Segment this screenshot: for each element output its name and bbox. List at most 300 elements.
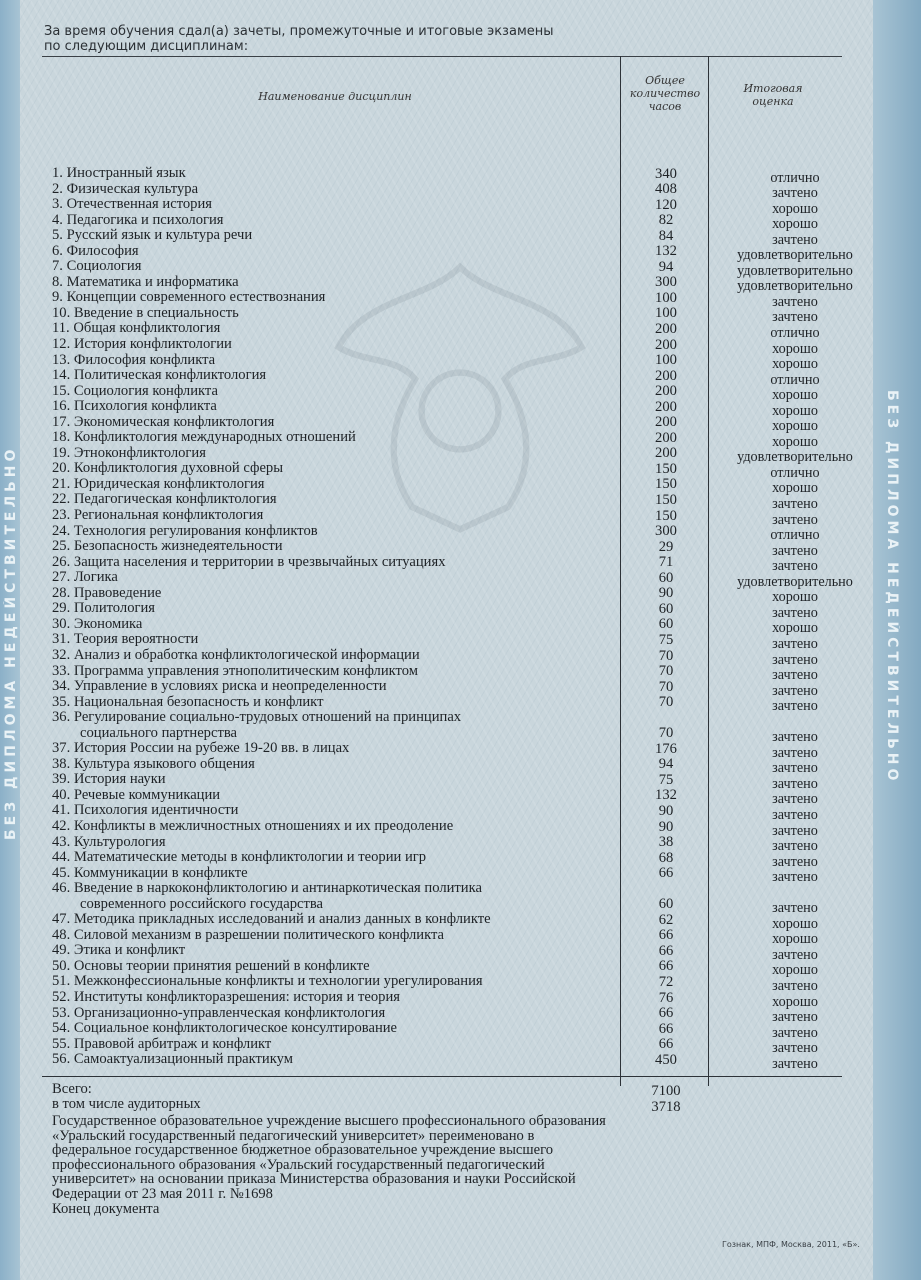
discipline-grade: хорошо xyxy=(772,931,818,948)
discipline-name-text: 39. История науки xyxy=(52,771,166,788)
table-row xyxy=(0,600,921,621)
discipline-name-text: 30. Экономика xyxy=(52,615,143,632)
discipline-name xyxy=(52,244,627,259)
discipline-hours: 60 xyxy=(658,896,674,913)
discipline-name-text: 48. Силовой механизм в разрешении политического конфликта xyxy=(52,926,445,943)
discipline-hours: 70 xyxy=(658,647,674,664)
discipline-grade: хорошо xyxy=(772,993,818,1010)
discipline-name-text: 1. Иностранный язык xyxy=(52,165,186,181)
table-row xyxy=(0,538,921,559)
discipline-name xyxy=(52,1021,627,1036)
discipline-name-text: 37. История России на рубеже 19-20 вв. в лицах xyxy=(52,740,350,757)
discipline-hours: 70 xyxy=(658,663,674,680)
discipline-name-text: 12. История конфликтологии xyxy=(52,336,232,353)
discipline-hours: 68 xyxy=(658,849,674,866)
discipline-name-text: 49. Этика и конфликт xyxy=(52,942,186,959)
printer-imprint: Гознак, МПФ, Москва, 2011, «Б». xyxy=(722,1240,860,1249)
discipline-hours: 200 xyxy=(655,414,677,431)
discipline-name xyxy=(52,321,627,336)
discipline-name xyxy=(52,430,627,445)
discipline-hours: 60 xyxy=(658,616,674,633)
discipline-grade: зачтено xyxy=(772,977,818,994)
discipline-name xyxy=(52,788,627,803)
discipline-name-text: 45. Коммуникации в конфликте xyxy=(52,864,248,881)
total-label: Всего: xyxy=(52,1081,92,1097)
totals-rule xyxy=(42,1076,842,1077)
discipline-name-text: 35. Национальная безопасность и конфликт xyxy=(52,693,324,710)
discipline-name xyxy=(52,399,627,414)
discipline-name xyxy=(52,648,627,663)
table-row xyxy=(0,413,921,435)
discipline-name xyxy=(52,353,627,368)
table-row xyxy=(0,553,921,575)
discipline-grade: хорошо xyxy=(772,200,818,217)
table-row xyxy=(0,988,921,1010)
table-row xyxy=(0,817,921,839)
discipline-grade: хорошо xyxy=(772,402,818,419)
discipline-hours: 132 xyxy=(655,787,677,804)
discipline-grade: хорошо xyxy=(772,433,818,450)
discipline-grade: зачтено xyxy=(772,744,818,761)
column-header-hours-line-1: Общее xyxy=(645,74,685,87)
column-header-hours-line-3: часов xyxy=(648,100,682,113)
discipline-name xyxy=(52,166,627,181)
discipline-hours: 66 xyxy=(658,1020,674,1037)
table-row xyxy=(0,367,921,388)
discipline-name xyxy=(52,959,627,974)
discipline-name xyxy=(52,803,627,818)
discipline-grade: зачтено xyxy=(772,775,818,792)
discipline-grade: отлично xyxy=(770,169,820,186)
discipline-name xyxy=(52,461,627,476)
table-row xyxy=(0,833,921,855)
discipline-name xyxy=(52,695,627,710)
discipline-grade: хорошо xyxy=(772,480,818,497)
discipline-grade: зачтено xyxy=(772,1040,818,1057)
discipline-hours: 94 xyxy=(658,258,674,275)
table-row xyxy=(0,351,921,373)
table-row xyxy=(0,755,921,777)
discipline-name xyxy=(52,974,627,989)
discipline-grade: хорошо xyxy=(772,418,818,435)
discipline-hours: 90 xyxy=(658,585,674,602)
discipline-name xyxy=(52,492,627,507)
discipline-name-text: 9. Концепции современного естествознания xyxy=(52,289,326,306)
discipline-name xyxy=(52,306,627,321)
discipline-hours: 132 xyxy=(655,243,677,260)
discipline-hours: 66 xyxy=(658,942,674,959)
table-row xyxy=(0,740,921,761)
discipline-name-text: 46. Введение в наркоконфликтологию и антинаркотическая политика xyxy=(52,880,482,897)
discipline-hours: 62 xyxy=(658,911,674,928)
discipline-name xyxy=(52,866,627,881)
discipline-hours: 200 xyxy=(655,321,677,338)
table-row xyxy=(0,926,921,948)
discipline-name-text: 32. Анализ и обработка конфликтологической информации xyxy=(52,646,420,663)
discipline-name-text: 16. Психология конфликта xyxy=(52,398,217,415)
discipline-name-text: 11. Общая конфликтология xyxy=(52,320,221,337)
discipline-grade: зачтено xyxy=(772,293,818,310)
discipline-name xyxy=(52,555,627,570)
discipline-name xyxy=(52,710,627,741)
auditory-label: в том числе аудиторных xyxy=(52,1096,201,1112)
discipline-grade: зачтено xyxy=(772,651,818,668)
discipline-grade: зачтено xyxy=(772,791,818,808)
discipline-name-text: 40. Речевые коммуникации xyxy=(52,786,221,803)
table-row xyxy=(0,631,921,652)
discipline-name xyxy=(52,912,627,927)
discipline-hours: 300 xyxy=(655,274,677,291)
discipline-hours: 408 xyxy=(655,181,677,198)
discipline-hours: 70 xyxy=(658,678,674,695)
discipline-grade: зачтено xyxy=(772,806,818,823)
discipline-name-text: 22. Педагогическая конфликтология xyxy=(52,491,277,508)
discipline-name xyxy=(52,679,627,694)
discipline-name xyxy=(52,446,627,461)
discipline-name xyxy=(52,1052,627,1067)
discipline-hours: 29 xyxy=(658,538,674,555)
discipline-name-text: 7. Социология xyxy=(52,258,142,275)
discipline-hours: 70 xyxy=(658,725,674,742)
discipline-name xyxy=(52,524,627,539)
discipline-hours: 450 xyxy=(655,1051,677,1068)
table-row xyxy=(0,1051,921,1072)
rename-note xyxy=(52,1114,612,1216)
discipline-grade: зачтено xyxy=(772,1055,818,1072)
discipline-name-text: 6. Философия xyxy=(52,242,139,259)
table-row xyxy=(0,196,921,217)
discipline-name-text: 33. Программа управления этнополитическим конфликтом xyxy=(52,662,418,679)
table-row xyxy=(0,771,921,792)
discipline-grade: зачтено xyxy=(772,682,818,699)
table-row xyxy=(0,646,921,668)
table-row xyxy=(0,942,921,963)
discipline-name xyxy=(52,928,627,943)
discipline-name xyxy=(52,819,627,834)
table-row xyxy=(0,678,921,699)
discipline-name-text: 5. Русский язык и культура речи xyxy=(52,227,253,244)
totals-labels xyxy=(52,1082,201,1112)
discipline-name xyxy=(52,290,627,305)
end-of-document: Конец документа xyxy=(52,1200,160,1217)
discipline-name-text: 19. Этноконфликтология xyxy=(52,444,206,461)
table-row xyxy=(0,227,921,248)
discipline-name-text: 25. Безопасность жизнедеятельности xyxy=(52,538,283,555)
table-row xyxy=(0,475,921,497)
discipline-hours: 66 xyxy=(658,958,674,975)
discipline-grade: зачтено xyxy=(772,698,818,715)
table-row xyxy=(0,429,921,450)
table-row xyxy=(0,957,921,979)
discipline-name xyxy=(52,617,627,632)
discipline-hours: 200 xyxy=(655,398,677,415)
discipline-grade: зачтено xyxy=(772,838,818,855)
discipline-name xyxy=(52,757,627,772)
discipline-grade: удовлетворительно xyxy=(737,573,853,590)
discipline-name xyxy=(52,741,627,756)
discipline-grade: зачтено xyxy=(772,1024,818,1041)
discipline-name-text: 54. Социальное конфликтологическое консултирование xyxy=(52,1020,398,1037)
discipline-hours: 66 xyxy=(658,865,674,882)
discipline-name-text: 17. Экономическая конфликтология xyxy=(52,413,275,430)
discipline-name-text: 21. Юридическая конфликтология xyxy=(52,475,265,492)
table-row xyxy=(0,911,921,932)
discipline-name-text: 4. Педагогика и психология xyxy=(52,211,224,228)
discipline-grade: зачтено xyxy=(772,635,818,652)
discipline-name xyxy=(52,570,627,585)
table-row xyxy=(0,491,921,513)
discipline-hours: 150 xyxy=(655,460,677,477)
discipline-hours: 120 xyxy=(655,196,677,213)
table-row xyxy=(0,273,921,295)
discipline-hours: 150 xyxy=(655,476,677,493)
discipline-grade: зачтено xyxy=(772,309,818,326)
discipline-hours: 66 xyxy=(658,927,674,944)
discipline-name-text: 44. Математические методы в конфликтологии и теории игр xyxy=(52,849,427,866)
table-row xyxy=(0,615,921,637)
discipline-grade: удовлетворительно xyxy=(737,278,853,295)
discipline-hours: 84 xyxy=(658,227,674,244)
header-rule xyxy=(42,56,842,57)
table-row xyxy=(0,444,921,466)
header-line-2: по следующим дисциплинам: xyxy=(44,39,249,54)
table-row xyxy=(0,802,921,823)
discipline-hours: 200 xyxy=(655,367,677,384)
column-header-grade xyxy=(714,82,832,108)
table-row xyxy=(0,398,921,419)
table-row xyxy=(0,180,921,202)
discipline-hours: 70 xyxy=(658,694,674,711)
discipline-grade: удовлетворительно xyxy=(737,262,853,279)
table-row xyxy=(0,304,921,326)
discipline-hours: 66 xyxy=(658,1005,674,1022)
discipline-name xyxy=(52,228,627,243)
table-row xyxy=(0,973,921,994)
discipline-hours: 340 xyxy=(655,165,677,182)
discipline-name-text: 36. Регулирование социально-трудовых отношений на принципах xyxy=(52,709,462,726)
discipline-grade: отлично xyxy=(770,325,820,342)
discipline-name-text: 10. Введение в специальность xyxy=(52,304,239,321)
discipline-name-text: 26. Защита населения и территории в чрезвычайных ситуациях xyxy=(52,553,446,570)
discipline-grade: удовлетворительно xyxy=(737,449,853,466)
table-row xyxy=(0,569,921,590)
discipline-name-text: 29. Политология xyxy=(52,600,156,617)
header-line-1: За время обучения сдал(а) зачеты, промежуточные и итоговые экзамены xyxy=(44,24,554,39)
discipline-grade: хорошо xyxy=(772,387,818,404)
table-row xyxy=(0,662,921,684)
discipline-grade: зачтено xyxy=(772,946,818,963)
table-row xyxy=(0,522,921,544)
discipline-hours: 150 xyxy=(655,492,677,509)
discipline-grade: зачтено xyxy=(772,496,818,513)
discipline-name xyxy=(52,1037,627,1052)
discipline-hours: 150 xyxy=(655,507,677,524)
auditory-value: 3718 xyxy=(651,1099,681,1115)
discipline-name xyxy=(52,337,627,352)
discipline-name xyxy=(52,850,627,865)
discipline-grade: зачтено xyxy=(772,1009,818,1026)
table-row xyxy=(0,242,921,264)
discipline-hours: 200 xyxy=(655,336,677,353)
discipline-hours: 100 xyxy=(655,352,677,369)
discipline-grade: хорошо xyxy=(772,589,818,606)
discipline-name xyxy=(52,601,627,616)
discipline-name-text: 31. Теория вероятности xyxy=(52,631,199,648)
table-row xyxy=(0,382,921,404)
discipline-grade: отлично xyxy=(770,464,820,481)
discipline-name xyxy=(52,197,627,212)
disciplines-list xyxy=(0,165,921,1072)
table-row xyxy=(0,693,921,715)
discipline-name xyxy=(52,632,627,647)
discipline-hours: 75 xyxy=(658,631,674,648)
discipline-name-text: 20. Конфликтология духовной сферы xyxy=(52,460,284,477)
table-row xyxy=(0,880,921,917)
discipline-name xyxy=(52,275,627,290)
discipline-name-text: 50. Основы теории принятия решений в конфликте xyxy=(52,957,370,974)
discipline-name-text: 24. Технология регулирования конфликтов xyxy=(52,522,318,539)
table-row xyxy=(0,320,921,342)
table-row xyxy=(0,1004,921,1026)
discipline-grade: отлично xyxy=(770,371,820,388)
discipline-name-text: 52. Институты конфликторазрешения: история и теория xyxy=(52,988,400,1005)
discipline-name-text: 43. Культурология xyxy=(52,833,166,850)
table-row xyxy=(0,864,921,886)
table-row xyxy=(0,258,921,279)
discipline-name xyxy=(52,259,627,274)
discipline-name-text: 55. Правовой арбитраж и конфликт xyxy=(52,1035,272,1052)
discipline-hours: 60 xyxy=(658,600,674,617)
discipline-name-text: 13. Философия конфликта xyxy=(52,351,216,368)
discipline-name-text: 34. Управление в условиях риска и неопределенности xyxy=(52,678,387,695)
discipline-grade: хорошо xyxy=(772,216,818,233)
discipline-name-continuation: социального партнерства xyxy=(80,724,237,741)
discipline-grade: хорошо xyxy=(772,356,818,373)
discipline-name-text: 38. Культура языкового общения xyxy=(52,755,255,772)
discipline-grade: зачтено xyxy=(772,511,818,528)
discipline-hours: 100 xyxy=(655,289,677,306)
discipline-grade: хорошо xyxy=(772,340,818,357)
column-header-grade-line-1: Итоговая xyxy=(743,82,803,95)
discipline-hours: 300 xyxy=(655,523,677,540)
discipline-hours: 94 xyxy=(658,756,674,773)
discipline-name-text: 18. Конфликтология международных отношений xyxy=(52,429,356,446)
discipline-name-text: 3. Отечественная история xyxy=(52,196,212,213)
discipline-name-text: 27. Логика xyxy=(52,569,118,586)
document-header xyxy=(44,24,554,54)
table-row xyxy=(0,211,921,233)
table-row xyxy=(0,709,921,746)
discipline-hours: 38 xyxy=(658,834,674,851)
discipline-hours: 76 xyxy=(658,989,674,1006)
discipline-name-text: 51. Межконфессиональные конфликты и технологии урегулирования xyxy=(52,973,483,990)
table-row xyxy=(0,165,921,186)
right-strip-text: БЕЗ ДИПЛОМА НЕДЕЙСТВИТЕЛЬНО xyxy=(884,390,900,785)
discipline-grade: зачтено xyxy=(772,558,818,575)
discipline-name-text: 42. Конфликты в межличностных отношениях и их преодоление xyxy=(52,817,454,834)
discipline-name xyxy=(52,943,627,958)
discipline-name-text: 56. Самоактуализационный практикум xyxy=(52,1051,293,1068)
discipline-hours: 100 xyxy=(655,305,677,322)
discipline-grade: отлично xyxy=(770,527,820,544)
discipline-hours: 200 xyxy=(655,429,677,446)
discipline-grade: зачтено xyxy=(772,822,818,839)
discipline-grade: зачтено xyxy=(772,667,818,684)
discipline-hours: 75 xyxy=(658,771,674,788)
discipline-grade: зачтено xyxy=(772,900,818,917)
column-header-hours-line-2: количество xyxy=(629,87,701,100)
discipline-hours: 82 xyxy=(658,212,674,229)
discipline-grade: хорошо xyxy=(772,915,818,932)
discipline-grade: зачтено xyxy=(772,853,818,870)
discipline-name-text: 53. Организационно-управленческая конфликтология xyxy=(52,1004,386,1021)
table-row xyxy=(0,1020,921,1041)
table-row xyxy=(0,849,921,870)
discipline-name xyxy=(52,1006,627,1021)
discipline-name xyxy=(52,415,627,430)
discipline-grade: хорошо xyxy=(772,962,818,979)
column-header-hours xyxy=(626,74,704,113)
discipline-grade: зачтено xyxy=(772,542,818,559)
discipline-grade: хорошо xyxy=(772,620,818,637)
discipline-name-continuation: современного российского государства xyxy=(80,895,324,912)
discipline-name-text: 14. Политическая конфликтология xyxy=(52,367,267,384)
discipline-hours: 60 xyxy=(658,569,674,586)
discipline-hours: 66 xyxy=(658,1036,674,1053)
table-row xyxy=(0,1035,921,1057)
discipline-grade: зачтено xyxy=(772,729,818,746)
discipline-name xyxy=(52,477,627,492)
discipline-name-text: 47. Методика прикладных исследований и анализ данных в конфликте xyxy=(52,911,491,928)
discipline-grade: зачтено xyxy=(772,231,818,248)
discipline-grade: зачтено xyxy=(772,760,818,777)
table-row xyxy=(0,786,921,808)
discipline-name xyxy=(52,772,627,787)
discipline-grade: удовлетворительно xyxy=(737,247,853,264)
discipline-name-text: 8. Математика и информатика xyxy=(52,273,239,290)
left-strip-text: БЕЗ ДИПЛОМА НЕДЕЙСТВИТЕЛЬНО xyxy=(3,445,19,840)
discipline-name xyxy=(52,664,627,679)
discipline-grade: зачтено xyxy=(772,869,818,886)
discipline-hours: 176 xyxy=(655,740,677,757)
discipline-name xyxy=(52,213,627,228)
discipline-grade: зачтено xyxy=(772,185,818,202)
discipline-name-text: 15. Социология конфликта xyxy=(52,382,218,399)
discipline-name xyxy=(52,586,627,601)
discipline-hours: 90 xyxy=(658,818,674,835)
discipline-name xyxy=(52,182,627,197)
table-row xyxy=(0,507,921,528)
table-row xyxy=(0,336,921,357)
discipline-name-text: 2. Физическая культура xyxy=(52,180,199,197)
discipline-name xyxy=(52,835,627,850)
discipline-hours: 72 xyxy=(658,973,674,990)
total-value: 7100 xyxy=(651,1083,681,1099)
column-header-name: Наименование дисциплин xyxy=(258,90,412,103)
discipline-hours: 200 xyxy=(655,383,677,400)
discipline-hours: 71 xyxy=(658,554,674,571)
discipline-name xyxy=(52,539,627,554)
discipline-name-text: 41. Психология идентичности xyxy=(52,802,239,819)
discipline-hours: 90 xyxy=(658,802,674,819)
discipline-name xyxy=(52,881,627,912)
rename-note-text: Государственное образовательное учреждение высшего профессионального образования «Уральский государственный педагогический университет» переименовано в федеральное государственное бюджетное образовательное учреждение высшего профессионального образования «Уральский государственный педагогический университет» на основании приказа Министерства образования и науки Российской Федерации от 23 мая 2011 г. №1698 xyxy=(52,1113,606,1202)
table-row xyxy=(0,460,921,481)
discipline-name xyxy=(52,508,627,523)
discipline-hours: 200 xyxy=(655,445,677,462)
discipline-name xyxy=(52,384,627,399)
discipline-name xyxy=(52,368,627,383)
